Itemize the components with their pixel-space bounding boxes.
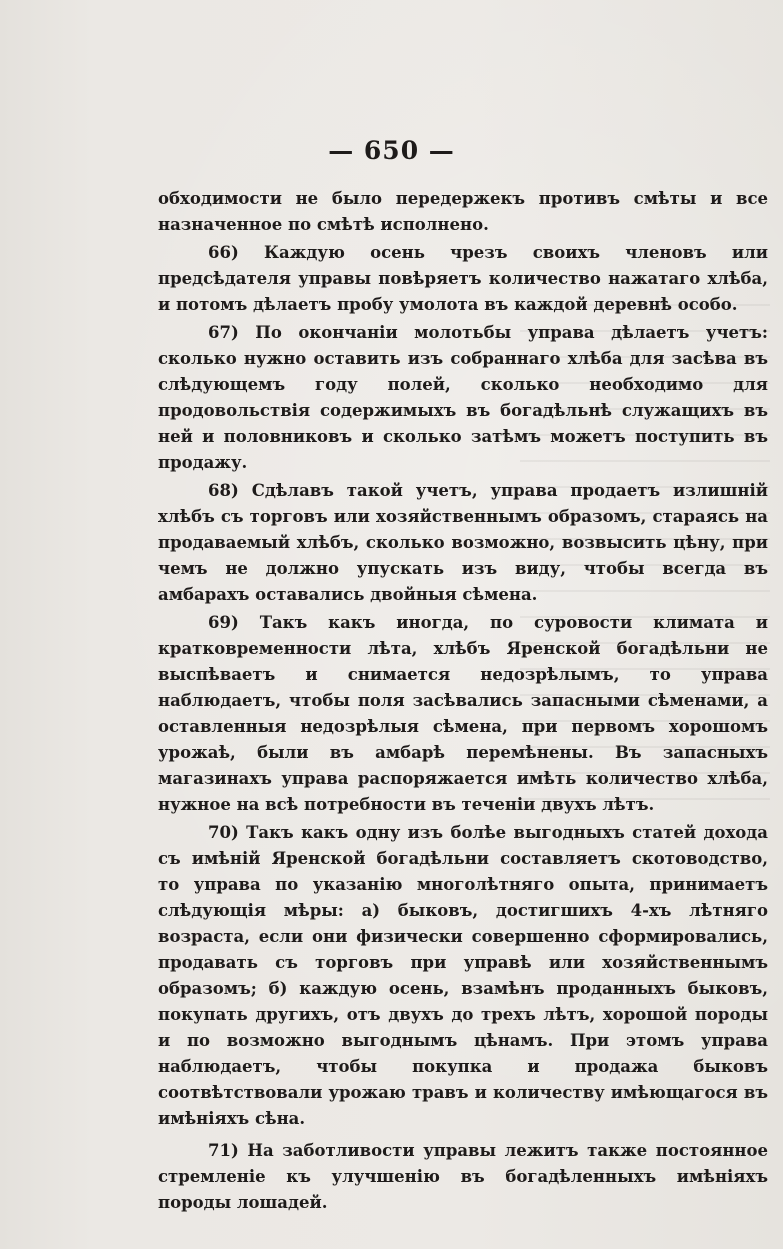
paragraph-continuation [158, 186, 768, 238]
paragraph-68 [158, 478, 768, 608]
paragraph-number: 66) [208, 243, 239, 262]
paragraph-69 [158, 610, 768, 818]
paragraph-70 [158, 820, 768, 1132]
body-text [158, 186, 768, 1218]
paragraph-text: Такъ какъ одну изъ болѣе выгодныхъ статей дохода съ имѣній Яренской богадѣльни составляетъ скотоводство, то управа по указанію многолѣтняго опыта, принимаетъ слѣдующія мѣры: а) быковъ, достигшихъ 4-хъ лѣтняго возраста, если они физически совершенно сформировались, продавать съ торговъ при управѣ или хозяйственнымъ образомъ; б) каждую осень, взамѣнъ проданныхъ быковъ, покупать другихъ, отъ двухъ до трехъ лѣтъ, хорошой породы и по возможно выгоднымъ цѣнамъ. При этомъ управа наблюдаетъ, чтобы покупка и продажа быковъ соотвѣтствовали урожаю травъ и количеству имѣющагося въ имѣніяхъ сѣна. [158, 823, 768, 1128]
paragraph-71 [158, 1138, 768, 1216]
paragraph-67 [158, 320, 768, 476]
paragraph-number: 71) [208, 1141, 239, 1160]
paragraph-number: 69) [208, 613, 239, 632]
paragraph-number: 68) [208, 481, 239, 500]
paragraph-text: Такъ какъ иногда, по суровости климата и кратковременности лѣта, хлѣбъ Яренской богадѣльни не выспѣваетъ и снимается недозрѣлымъ, то управа наблюдаетъ, чтобы поля засѣвались запасными сѣменами, а оставленныя недозрѣлыя сѣмена, при первомъ хорошомъ урожаѣ, были въ амбарѣ перемѣнены. Въ запасныхъ магазинахъ управа распоряжается имѣть количество хлѣба, нужное на всѣ потребности въ теченіи двухъ лѣтъ. [158, 613, 768, 814]
paragraph-text: обходимости не было передержекъ противъ смѣты и все назначенное по смѣтѣ исполнено. [158, 189, 768, 234]
paragraph-text: На заботливости управы лежитъ также постоянное стремленіе къ улучшенію въ богадѣленныхъ имѣніяхъ породы лошадей. [158, 1141, 768, 1212]
paragraph-text: Сдѣлавъ такой учетъ, управа продаетъ излишній хлѣбъ съ торговъ или хозяйственнымъ образомъ, стараясь на продаваемый хлѣбъ, сколько возможно, возвысить цѣну, при чемъ не должно упускать изъ виду, чтобы всегда въ амбарахъ оставались двойныя сѣмена. [158, 481, 768, 604]
paragraph-text: По окончаніи молотьбы управа дѣлаетъ учетъ: сколько нужно оставить изъ собраннаго хлѣба для засѣва въ слѣдующемъ году полей, сколько необходимо для продовольствія содержимыхъ въ богадѣльнѣ служащихъ въ ней и половниковъ и сколько затѣмъ можетъ поступить въ продажу. [158, 323, 768, 472]
paragraph-text: Каждую осень чрезъ своихъ членовъ или предсѣдателя управы повѣряетъ количество нажатаго хлѣба, и потомъ дѣлаетъ пробу умолота въ каждой деревнѣ особо. [158, 243, 768, 314]
paragraph-66 [158, 240, 768, 318]
page-number: — 650 — [328, 136, 455, 165]
paragraph-number: 67) [208, 323, 239, 342]
paragraph-number: 70) [208, 823, 239, 842]
